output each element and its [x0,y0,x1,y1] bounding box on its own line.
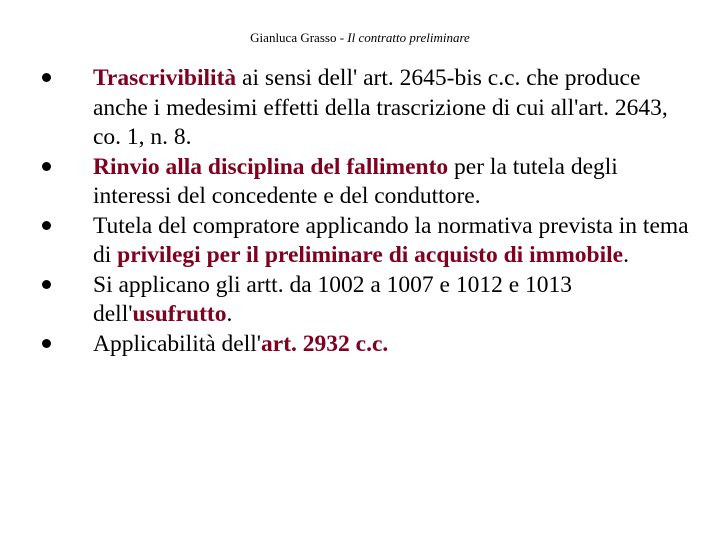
body-text: ai sensi dell' art. 2645-bis c.c. che produce anche i medesimi effetti della trascrizione di cui all'art. 2643, co. 1, n. 8. [93,65,668,150]
highlight-text: usufrutto [132,301,227,327]
body-text: Applicabilità dell' [93,330,262,357]
bullet-text [93,271,693,330]
highlight-text: Rinvio alla disciplina del fallimento [93,153,449,180]
bullet-dot-icon [42,280,51,289]
bullet-dot-icon [42,73,51,82]
bullet-item-4 [0,271,693,330]
bullet-text [93,64,693,153]
highlight-text: art. 2932 c.c. [261,330,389,357]
bullet-text [93,153,693,212]
body-text: Si applicano gli artt. da 1002 a 1007 e 1012 e 1013 dell' [93,271,573,327]
bullet-text [93,330,693,360]
bullet-text [93,212,693,271]
body-text: . [623,242,629,268]
bullet-item-5 [0,330,693,360]
highlight-text: privilegi per il preliminare di acquisto di immobile [117,242,624,268]
bullet-item-1 [0,64,693,153]
slide-header [0,30,720,46]
bullet-dot-icon [42,339,51,348]
bullet-item-2 [0,153,693,212]
body-text: Tutela del compratore applicando la normativa prevista in tema di [93,212,689,268]
bullet-list [0,64,693,359]
bullet-dot-icon [42,162,51,171]
body-text: . [226,301,233,327]
highlight-text: Trascrivibilità [93,65,237,91]
body-text: per la tutela degli interessi del concedente e del conduttore. [93,153,618,209]
header-author: Gianluca Grasso - [250,30,348,45]
header-title: Il contratto preliminare [347,30,470,45]
bullet-item-3 [0,212,693,271]
bullet-dot-icon [42,221,51,230]
